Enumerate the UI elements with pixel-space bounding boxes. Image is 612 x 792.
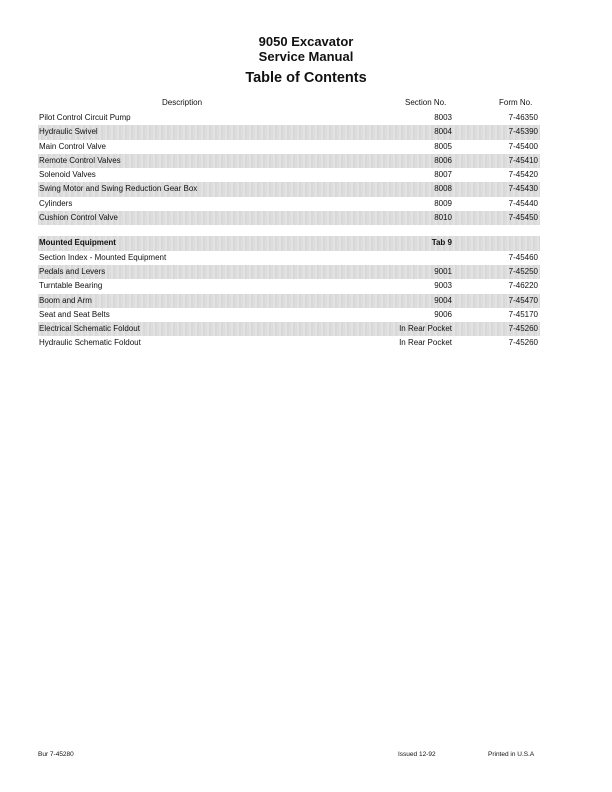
- row-form-number: 7-45410: [508, 155, 538, 165]
- group-spacer: [38, 225, 540, 236]
- row-section-number: 8004: [434, 127, 452, 137]
- toc-table: [38, 111, 540, 351]
- toc-row: [38, 336, 540, 350]
- row-section-number: 8005: [434, 141, 452, 151]
- row-section-number: 8003: [434, 113, 452, 122]
- footer-issued: Issued 12-92: [398, 751, 436, 758]
- row-form-number: 7-46350: [508, 113, 538, 122]
- row-description: Pedals and Levers: [39, 266, 106, 276]
- row-description: Cushion Control Valve: [39, 213, 119, 223]
- row-form-number: 7-45440: [508, 198, 538, 208]
- row-section-number: 8008: [434, 184, 452, 194]
- row-section-number: Tab 9: [431, 238, 452, 248]
- toc-row: [38, 322, 540, 336]
- row-section-number: 9004: [434, 295, 452, 305]
- row-form-number: 7-45170: [508, 309, 538, 319]
- row-description: Mounted Equipment: [39, 238, 116, 248]
- row-description: Seat and Seat Belts: [39, 309, 110, 319]
- row-description: Electrical Schematic Foldout: [39, 324, 140, 334]
- section-header-row: [38, 236, 540, 250]
- toc-row: [38, 308, 540, 322]
- row-form-number: 7-45430: [508, 184, 538, 194]
- row-section-number: 8006: [434, 155, 452, 165]
- toc-row: [38, 154, 540, 168]
- toc-row: [38, 125, 540, 139]
- row-description: Main Control Valve: [39, 141, 106, 151]
- row-section-number: 9006: [434, 309, 452, 319]
- row-form-number: 7-46220: [508, 281, 538, 291]
- row-form-number: 7-45470: [508, 295, 538, 305]
- row-section-number: 9001: [434, 266, 452, 276]
- manual-title: Service Manual: [258, 49, 354, 64]
- footer-form-number: Bur 7-45280: [38, 751, 74, 758]
- row-section-number: 8010: [434, 213, 452, 223]
- row-section-number: In Rear Pocket: [399, 338, 452, 348]
- row-form-number: 7-45260: [508, 324, 538, 334]
- title-block: [0, 34, 612, 86]
- row-form-number: 7-45400: [508, 141, 538, 151]
- toc-row: [38, 197, 540, 211]
- row-description: Remote Control Valves: [39, 155, 121, 165]
- row-form-number: 7-45420: [508, 170, 538, 180]
- row-description: Solenoid Valves: [39, 170, 96, 180]
- toc-row: [38, 279, 540, 293]
- toc-row: [38, 140, 540, 154]
- column-header-form: Form No.: [499, 98, 533, 107]
- row-description: Hydraulic Schematic Foldout: [39, 338, 141, 348]
- row-description: Turntable Bearing: [39, 281, 103, 291]
- toc-row: [38, 168, 540, 182]
- column-header-section: Section No.: [405, 98, 447, 107]
- row-description: Pilot Control Circuit Pump: [39, 113, 131, 122]
- row-description: Boom and Arm: [39, 295, 92, 305]
- row-description: Cylinders: [39, 198, 73, 208]
- page-title: Table of Contents: [245, 70, 367, 86]
- row-form-number: 7-45460: [508, 252, 538, 262]
- row-description: Hydraulic Swivel: [39, 127, 98, 137]
- row-form-number: 7-45260: [508, 338, 538, 348]
- row-form-number: 7-45450: [508, 213, 538, 223]
- row-form-number: 7-45250: [508, 266, 538, 276]
- toc-row: [38, 294, 540, 308]
- row-section-number: 8009: [434, 198, 452, 208]
- row-section-number: In Rear Pocket: [399, 324, 452, 334]
- toc-row: [38, 211, 540, 225]
- row-description: Swing Motor and Swing Reduction Gear Box: [39, 184, 198, 194]
- row-section-number: 9003: [434, 281, 452, 291]
- column-header-description: Description: [162, 98, 203, 107]
- row-description: Section Index - Mounted Equipment: [39, 252, 167, 262]
- toc-row: [38, 265, 540, 279]
- toc-row: [38, 182, 540, 196]
- toc-row: [38, 251, 540, 265]
- model-title: 9050 Excavator: [258, 34, 354, 49]
- row-section-number: 8007: [434, 170, 452, 180]
- footer-printed: Printed in U.S.A: [488, 751, 535, 758]
- row-form-number: 7-45390: [508, 127, 538, 137]
- toc-row: [38, 111, 540, 125]
